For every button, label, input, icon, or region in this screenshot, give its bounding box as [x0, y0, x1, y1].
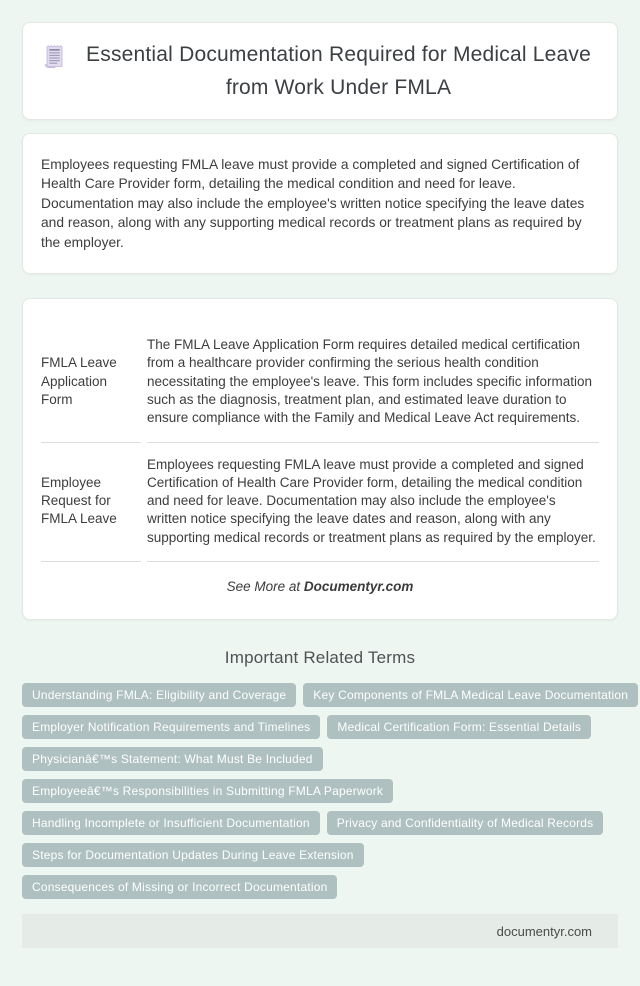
tag-row [22, 683, 629, 707]
details-card [22, 298, 618, 620]
term-tag[interactable]: Physicianâ€™s Statement: What Must Be Included [22, 747, 323, 771]
footer-bar [22, 914, 618, 948]
term-tag[interactable]: Consequences of Missing or Incorrect Documentation [22, 875, 337, 899]
term-tag[interactable]: Employeeâ€™s Responsibilities in Submitting FMLA Paperwork [22, 779, 393, 803]
term-tag[interactable]: Understanding FMLA: Eligibility and Coverage [22, 683, 296, 707]
table-row [41, 443, 599, 562]
tag-row [22, 875, 618, 899]
term-tag[interactable]: Handling Incomplete or Insufficient Documentation [22, 811, 320, 835]
receipt-icon [43, 44, 66, 76]
see-more-line [35, 579, 605, 594]
table-row [41, 323, 599, 442]
term-tag[interactable]: Employer Notification Requirements and Timelines [22, 715, 320, 739]
tag-row [22, 715, 618, 739]
details-table [35, 323, 605, 562]
term-tag[interactable]: Steps for Documentation Updates During Leave Extension [22, 843, 364, 867]
tag-row [22, 747, 618, 771]
footer-site-link[interactable]: documentyr.com [496, 923, 592, 939]
summary-text: Employees requesting FMLA leave must provide a completed and signed Certification of Health Care Provider form, detailing the medical condition and need for leave. Documentation may also include the employee's written notice specifying the leave dates and reason, along with any supporting medical records or treatment plans as required by the employer. [41, 157, 585, 250]
row-description: Employees requesting FMLA leave must provide a completed and signed Certification of Health Care Provider form, detailing the medical condition and need for leave. Documentation may also include the employee's written notice specifying the leave dates and reason, along with any supporting medical records or treatment plans as required by the employer. [147, 443, 599, 562]
see-more-text: See More at [226, 579, 301, 594]
related-terms-heading: Important Related Terms [224, 648, 416, 667]
term-tag[interactable]: Medical Certification Form: Essential Details [327, 715, 591, 739]
tag-row [22, 843, 618, 867]
page-title: Essential Documentation Required for Medical Leave from Work Under FMLA [86, 43, 591, 99]
summary-card [22, 133, 618, 274]
tag-row [22, 779, 618, 803]
term-tag[interactable]: Privacy and Confidentiality of Medical Records [327, 811, 604, 835]
term-tag[interactable]: Key Components of FMLA Medical Leave Documentation [303, 683, 638, 707]
related-terms-list [22, 683, 629, 899]
row-description: The FMLA Leave Application Form requires detailed medical certification from a healthcare provider confirming the serious health condition necessitating the employee's leave. This form includes specific information such as the diagnosis, treatment plan, and estimated leave duration to ensure compliance with the Family and Medical Leave Act requirements. [147, 323, 599, 442]
row-term: Employee Request for FMLA Leave [41, 443, 141, 562]
title-card [22, 22, 618, 120]
tag-row [22, 811, 618, 835]
brand-link[interactable]: Documentyr.com [303, 579, 414, 594]
row-term: FMLA Leave Application Form [41, 323, 141, 442]
